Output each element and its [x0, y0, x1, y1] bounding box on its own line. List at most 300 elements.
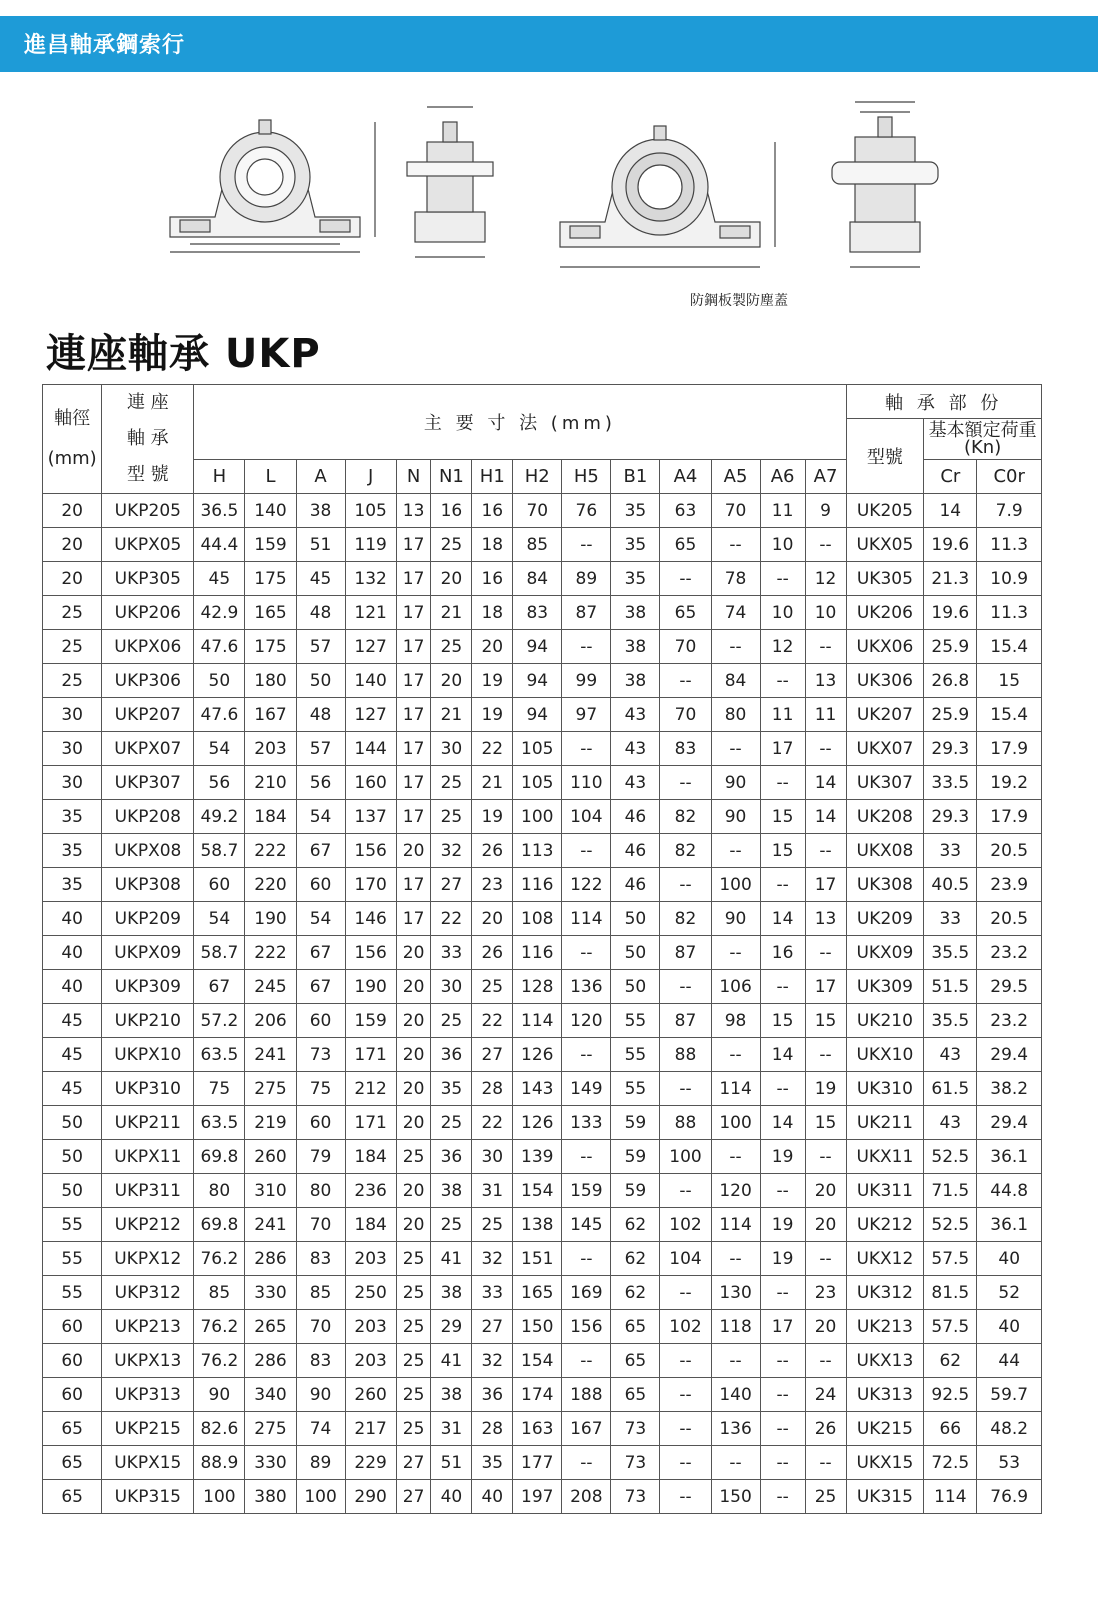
table-cell: 9	[805, 494, 846, 528]
table-cell: 26	[472, 936, 513, 970]
table-cell: UK205	[846, 494, 924, 528]
table-cell: 15	[805, 1106, 846, 1140]
table-cell: 208	[562, 1480, 611, 1514]
table-cell: UKPX10	[102, 1038, 194, 1072]
table-cell: 17	[396, 766, 431, 800]
table-cell: UKP308	[102, 868, 194, 902]
table-cell: 15	[805, 1004, 846, 1038]
table-cell: 133	[562, 1106, 611, 1140]
table-cell: 25	[396, 1378, 431, 1412]
table-cell: UKP306	[102, 664, 194, 698]
table-cell: 44	[977, 1344, 1042, 1378]
table-cell: 88	[660, 1038, 711, 1072]
table-cell: 88.9	[194, 1446, 245, 1480]
table-row	[43, 596, 1042, 630]
table-cell: --	[660, 970, 711, 1004]
table-cell: 48	[296, 698, 345, 732]
table-cell: 163	[513, 1412, 562, 1446]
table-cell: 67	[296, 936, 345, 970]
table-cell: --	[660, 1174, 711, 1208]
table-cell: 30	[43, 732, 102, 766]
table-cell: 171	[345, 1038, 396, 1072]
table-cell: 10.9	[977, 562, 1042, 596]
table-cell: 126	[513, 1038, 562, 1072]
ukp-cover-side-view-drawing	[830, 92, 940, 282]
table-cell: 74	[711, 596, 760, 630]
table-cell: 17	[760, 1310, 805, 1344]
table-cell: 23	[472, 868, 513, 902]
table-row	[43, 1004, 1042, 1038]
table-cell: 16	[431, 494, 472, 528]
table-cell: 241	[245, 1038, 296, 1072]
table-cell: 169	[562, 1276, 611, 1310]
table-cell: 10	[805, 596, 846, 630]
table-cell: 69.8	[194, 1140, 245, 1174]
table-cell: 20	[431, 562, 472, 596]
table-cell: 36.5	[194, 494, 245, 528]
table-cell: 74	[296, 1412, 345, 1446]
table-cell: UKPX15	[102, 1446, 194, 1480]
table-cell: 40	[43, 936, 102, 970]
table-cell: --	[660, 1412, 711, 1446]
table-cell: 13	[805, 902, 846, 936]
table-cell: --	[760, 1174, 805, 1208]
table-cell: UKP210	[102, 1004, 194, 1038]
table-cell: --	[711, 630, 760, 664]
table-cell: 15	[977, 664, 1042, 698]
table-cell: 38.2	[977, 1072, 1042, 1106]
table-cell: 30	[43, 698, 102, 732]
table-cell: UKP205	[102, 494, 194, 528]
table-cell: 50	[43, 1106, 102, 1140]
table-cell: UKPX11	[102, 1140, 194, 1174]
table-cell: UKX07	[846, 732, 924, 766]
table-cell: 83	[513, 596, 562, 630]
table-cell: 62	[611, 1276, 660, 1310]
table-cell: UK310	[846, 1072, 924, 1106]
table-cell: 11	[805, 698, 846, 732]
dim-column-header: A5	[711, 460, 760, 494]
table-cell: 21	[431, 698, 472, 732]
table-cell: 56	[194, 766, 245, 800]
table-cell: 43	[611, 766, 660, 800]
table-cell: 286	[245, 1242, 296, 1276]
table-cell: 21.3	[924, 562, 977, 596]
table-cell: --	[562, 1140, 611, 1174]
table-cell: 70	[660, 630, 711, 664]
table-cell: 15	[760, 1004, 805, 1038]
table-cell: 94	[513, 664, 562, 698]
table-row	[43, 732, 1042, 766]
table-cell: 17	[760, 732, 805, 766]
table-cell: 100	[513, 800, 562, 834]
table-cell: --	[562, 528, 611, 562]
table-cell: 14	[760, 1038, 805, 1072]
cover-caption: 防鋼板製防塵蓋	[690, 293, 788, 309]
table-cell: 139	[513, 1140, 562, 1174]
table-row	[43, 1242, 1042, 1276]
table-cell: 260	[345, 1378, 396, 1412]
table-cell: 171	[345, 1106, 396, 1140]
table-cell: 203	[245, 732, 296, 766]
table-cell: 65	[611, 1310, 660, 1344]
table-cell: 20	[396, 970, 431, 1004]
table-cell: 35.5	[924, 1004, 977, 1038]
table-cell: 70	[711, 494, 760, 528]
table-cell: --	[660, 766, 711, 800]
table-cell: 72.5	[924, 1446, 977, 1480]
table-cell: UKP309	[102, 970, 194, 1004]
table-cell: UKPX09	[102, 936, 194, 970]
table-cell: 15	[760, 834, 805, 868]
table-cell: 82.6	[194, 1412, 245, 1446]
table-cell: 23.2	[977, 936, 1042, 970]
table-cell: UKP215	[102, 1412, 194, 1446]
table-cell: 136	[711, 1412, 760, 1446]
table-cell: 275	[245, 1072, 296, 1106]
table-cell: 250	[345, 1276, 396, 1310]
table-cell: 46	[611, 800, 660, 834]
table-cell: --	[660, 1344, 711, 1378]
table-row	[43, 1446, 1042, 1480]
table-cell: 25	[43, 630, 102, 664]
table-cell: 54	[296, 902, 345, 936]
table-cell: 140	[345, 664, 396, 698]
table-row	[43, 1412, 1042, 1446]
table-cell: 17	[396, 902, 431, 936]
table-cell: 50	[43, 1140, 102, 1174]
table-cell: 380	[245, 1480, 296, 1514]
table-cell: 120	[711, 1174, 760, 1208]
table-cell: 25	[396, 1412, 431, 1446]
table-row	[43, 970, 1042, 1004]
dim-column-header: A4	[660, 460, 711, 494]
table-cell: --	[660, 1480, 711, 1514]
table-cell: 54	[194, 732, 245, 766]
table-cell: 108	[513, 902, 562, 936]
table-cell: 65	[611, 1378, 660, 1412]
table-cell: 89	[562, 562, 611, 596]
table-cell: 25	[431, 630, 472, 664]
table-cell: 40	[472, 1480, 513, 1514]
table-cell: 30	[43, 766, 102, 800]
table-cell: --	[660, 868, 711, 902]
table-cell: 85	[513, 528, 562, 562]
table-cell: 83	[660, 732, 711, 766]
table-cell: 65	[660, 528, 711, 562]
table-row	[43, 664, 1042, 698]
table-cell: 121	[345, 596, 396, 630]
table-cell: 17	[396, 664, 431, 698]
table-cell: --	[805, 936, 846, 970]
table-cell: 30	[431, 732, 472, 766]
table-cell: 165	[245, 596, 296, 630]
table-cell: 63.5	[194, 1106, 245, 1140]
table-cell: 57.5	[924, 1310, 977, 1344]
table-cell: 40	[43, 902, 102, 936]
table-cell: --	[562, 732, 611, 766]
table-cell: UKP312	[102, 1276, 194, 1310]
table-cell: 55	[43, 1276, 102, 1310]
table-row	[43, 1378, 1042, 1412]
table-cell: 174	[513, 1378, 562, 1412]
table-cell: 38	[431, 1174, 472, 1208]
table-cell: UK313	[846, 1378, 924, 1412]
table-cell: 75	[194, 1072, 245, 1106]
table-cell: --	[711, 936, 760, 970]
table-cell: 97	[562, 698, 611, 732]
table-cell: 11	[760, 494, 805, 528]
table-cell: 14	[924, 494, 977, 528]
table-cell: 17.9	[977, 732, 1042, 766]
table-cell: 32	[431, 834, 472, 868]
table-cell: 25	[396, 1344, 431, 1378]
table-cell: --	[760, 1412, 805, 1446]
table-cell: 70	[296, 1208, 345, 1242]
table-cell: --	[562, 1344, 611, 1378]
table-cell: 85	[194, 1276, 245, 1310]
table-cell: 66	[924, 1412, 977, 1446]
dim-column-header: B1	[611, 460, 660, 494]
table-cell: 44.8	[977, 1174, 1042, 1208]
table-cell: 154	[513, 1344, 562, 1378]
table-cell: 17	[396, 596, 431, 630]
table-cell: 217	[345, 1412, 396, 1446]
load-rating-header: 基本額定荷重 (Kn)	[924, 419, 1042, 460]
table-cell: 175	[245, 562, 296, 596]
table-cell: 22	[472, 1004, 513, 1038]
table-cell: --	[660, 1276, 711, 1310]
table-cell: 219	[245, 1106, 296, 1140]
table-cell: 114	[711, 1072, 760, 1106]
table-cell: 16	[472, 562, 513, 596]
table-cell: 55	[43, 1208, 102, 1242]
table-cell: 167	[562, 1412, 611, 1446]
table-row	[43, 766, 1042, 800]
table-cell: UK315	[846, 1480, 924, 1514]
table-cell: 48.2	[977, 1412, 1042, 1446]
table-cell: 47.6	[194, 698, 245, 732]
table-cell: 27	[472, 1038, 513, 1072]
table-cell: 40	[431, 1480, 472, 1514]
table-cell: 160	[345, 766, 396, 800]
table-cell: --	[562, 936, 611, 970]
table-cell: 88	[660, 1106, 711, 1140]
table-cell: 7.9	[977, 494, 1042, 528]
spec-table-body	[43, 494, 1042, 1514]
table-cell: 40	[977, 1242, 1042, 1276]
table-cell: 65	[660, 596, 711, 630]
table-cell: 46	[611, 834, 660, 868]
table-cell: UKP305	[102, 562, 194, 596]
table-cell: --	[711, 528, 760, 562]
table-cell: 20	[396, 1174, 431, 1208]
table-cell: 25	[396, 1140, 431, 1174]
table-row	[43, 1072, 1042, 1106]
table-cell: 32	[472, 1344, 513, 1378]
table-cell: 212	[345, 1072, 396, 1106]
table-row	[43, 698, 1042, 732]
table-cell: 62	[924, 1344, 977, 1378]
table-cell: 144	[345, 732, 396, 766]
company-name: 進昌軸承鋼索行	[24, 33, 186, 58]
table-cell: 33.5	[924, 766, 977, 800]
table-cell: 50	[611, 902, 660, 936]
table-cell: 19	[472, 698, 513, 732]
table-cell: --	[562, 1242, 611, 1276]
table-cell: 100	[711, 1106, 760, 1140]
table-cell: 36.1	[977, 1140, 1042, 1174]
table-cell: 25	[431, 1208, 472, 1242]
table-cell: UKX13	[846, 1344, 924, 1378]
table-cell: 13	[805, 664, 846, 698]
table-cell: 26.8	[924, 664, 977, 698]
dim-column-header: A6	[760, 460, 805, 494]
table-cell: 25	[43, 596, 102, 630]
page-title: 連座軸承 UKP	[46, 331, 321, 377]
table-cell: UK207	[846, 698, 924, 732]
table-row	[43, 1480, 1042, 1514]
table-cell: 53	[977, 1446, 1042, 1480]
dim-column-header: H2	[513, 460, 562, 494]
table-cell: 25.9	[924, 698, 977, 732]
table-cell: UK307	[846, 766, 924, 800]
table-cell: 20.5	[977, 902, 1042, 936]
table-cell: 170	[345, 868, 396, 902]
table-cell: 22	[431, 902, 472, 936]
table-cell: 57	[296, 630, 345, 664]
table-cell: UKPX06	[102, 630, 194, 664]
bearing-model-header: 型號	[846, 419, 924, 494]
table-cell: 98	[711, 1004, 760, 1038]
table-cell: 102	[660, 1310, 711, 1344]
table-cell: 27	[396, 1446, 431, 1480]
table-cell: 330	[245, 1276, 296, 1310]
table-cell: UKX10	[846, 1038, 924, 1072]
table-cell: UKX09	[846, 936, 924, 970]
table-cell: 29	[431, 1310, 472, 1344]
table-cell: --	[711, 1446, 760, 1480]
table-cell: 87	[660, 936, 711, 970]
table-cell: --	[760, 664, 805, 698]
table-cell: 119	[345, 528, 396, 562]
table-cell: 63.5	[194, 1038, 245, 1072]
table-cell: 203	[345, 1344, 396, 1378]
table-cell: 143	[513, 1072, 562, 1106]
table-cell: 140	[711, 1378, 760, 1412]
table-cell: 19	[805, 1072, 846, 1106]
table-cell: UKX12	[846, 1242, 924, 1276]
table-cell: 75	[296, 1072, 345, 1106]
table-cell: 24	[805, 1378, 846, 1412]
table-cell: --	[760, 1446, 805, 1480]
table-cell: 275	[245, 1412, 296, 1446]
table-cell: UK210	[846, 1004, 924, 1038]
table-cell: 113	[513, 834, 562, 868]
dim-column-header: H1	[472, 460, 513, 494]
table-cell: 12	[760, 630, 805, 664]
table-cell: --	[562, 630, 611, 664]
table-cell: 105	[345, 494, 396, 528]
table-cell: 20	[472, 630, 513, 664]
table-cell: 159	[345, 1004, 396, 1038]
table-cell: 100	[194, 1480, 245, 1514]
table-cell: 127	[345, 630, 396, 664]
table-cell: --	[805, 834, 846, 868]
table-cell: 30	[472, 1140, 513, 1174]
table-cell: 118	[711, 1310, 760, 1344]
table-cell: --	[805, 1242, 846, 1276]
table-cell: 19.6	[924, 528, 977, 562]
table-cell: 83	[296, 1242, 345, 1276]
table-cell: 17	[396, 630, 431, 664]
table-cell: --	[805, 1446, 846, 1480]
table-cell: UK213	[846, 1310, 924, 1344]
table-row	[43, 800, 1042, 834]
table-cell: --	[760, 868, 805, 902]
load-column-header: C0r	[977, 460, 1042, 494]
dim-column-header: A7	[805, 460, 846, 494]
table-cell: 150	[513, 1310, 562, 1344]
table-cell: UKP206	[102, 596, 194, 630]
table-cell: 23.2	[977, 1004, 1042, 1038]
table-cell: 20	[43, 562, 102, 596]
table-cell: --	[805, 1038, 846, 1072]
table-cell: 19	[760, 1242, 805, 1276]
table-cell: --	[562, 1446, 611, 1480]
table-cell: 33	[431, 936, 472, 970]
table-cell: 35	[611, 494, 660, 528]
table-cell: 94	[513, 698, 562, 732]
table-cell: UK209	[846, 902, 924, 936]
table-cell: --	[711, 1242, 760, 1276]
table-cell: 206	[245, 1004, 296, 1038]
table-cell: UKP208	[102, 800, 194, 834]
table-row	[43, 1344, 1042, 1378]
table-cell: 49.2	[194, 800, 245, 834]
table-cell: 47.6	[194, 630, 245, 664]
table-cell: 90	[194, 1378, 245, 1412]
table-cell: 136	[562, 970, 611, 1004]
table-cell: 138	[513, 1208, 562, 1242]
table-cell: 29.4	[977, 1106, 1042, 1140]
table-cell: 20	[396, 1004, 431, 1038]
table-cell: 25	[396, 1276, 431, 1310]
table-cell: --	[760, 562, 805, 596]
table-cell: 65	[43, 1480, 102, 1514]
table-cell: UKPX12	[102, 1242, 194, 1276]
table-cell: 71.5	[924, 1174, 977, 1208]
table-cell: 17	[805, 868, 846, 902]
table-cell: --	[805, 630, 846, 664]
table-cell: 84	[513, 562, 562, 596]
table-cell: 60	[43, 1310, 102, 1344]
table-cell: --	[711, 834, 760, 868]
table-cell: 90	[711, 766, 760, 800]
table-cell: 29.4	[977, 1038, 1042, 1072]
table-cell: --	[562, 834, 611, 868]
table-cell: 26	[805, 1412, 846, 1446]
table-cell: 20	[396, 1072, 431, 1106]
table-cell: 10	[760, 596, 805, 630]
bearing-part-header: 軸 承 部 份	[846, 385, 1041, 419]
table-cell: 35	[611, 528, 660, 562]
table-cell: 73	[611, 1446, 660, 1480]
table-cell: 31	[431, 1412, 472, 1446]
table-cell: 38	[431, 1276, 472, 1310]
table-cell: --	[711, 1344, 760, 1378]
table-cell: --	[660, 562, 711, 596]
